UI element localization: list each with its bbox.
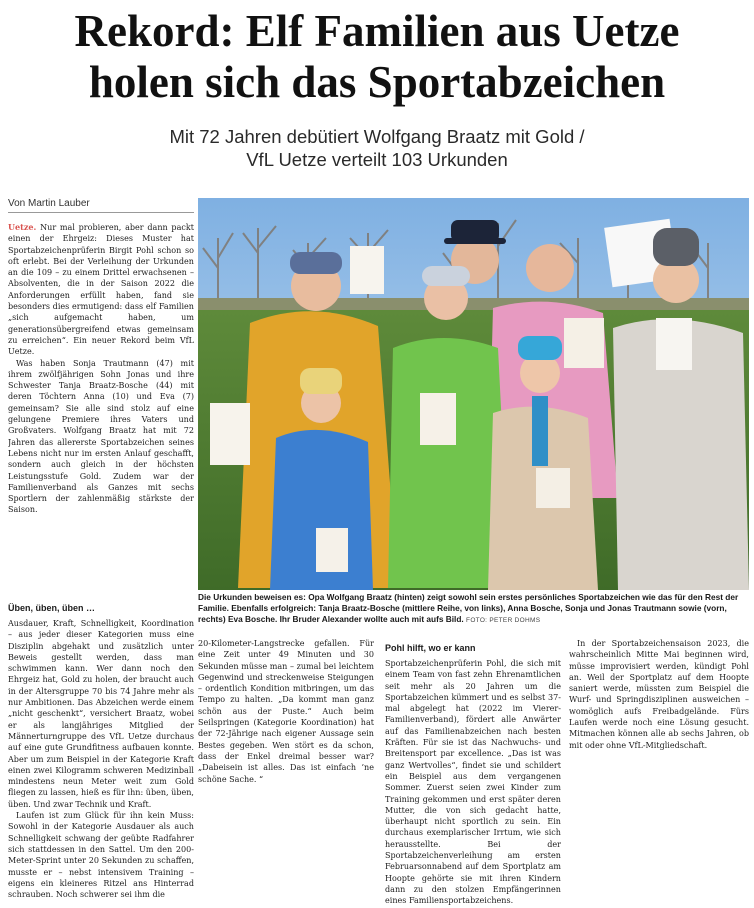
family-photo: [198, 198, 749, 590]
byline: Von Martin Lauber: [8, 198, 194, 213]
article-column-1-bottom: [8, 598, 194, 908]
dateline: Uetze.: [8, 222, 37, 232]
subline-line-2: VfL Uetze verteilt 103 Urkunden: [246, 149, 508, 170]
photo-caption: [198, 592, 749, 626]
paragraph-4-cont: 20-Kilometer-Langstrecke gefallen. Für eine Zeit unter 49 Minuten und 30 Sekunden müsse man – zumal bei leichtem Gegenwind und streckenweise Steigungen – ordentlich Kondition mitbringen, um das Tempo zu halten. „Da kommt man ganz schön aus der Puste.“ Auch beim Seilspringen (Kategorie Koordination) hat der 72-Jährige nach eigener Aussage sein Bestes gegeben. Wen stört es da schon, dass der Enkel dreimal besser war? „Dabeisein ist alles. Das ist einfach ’ne schöne Sache. “: [198, 639, 374, 784]
article-column-1-top: [8, 222, 194, 594]
caption-text: Die Urkunden beweisen es: Opa Wolfgang Braatz (hinten) zeigt sowohl sein erstes persönliches Sportabzeichen wie das für den Rest der Familie. Ebenfalls erfolgreich: Tanja Braatz-Bosche (mittlere Reihe, von links), Anna Bosche, Sonja und Jonas Trautmann sowie (vorn, rechts) Eva Bosche. Ihr Bruder Alexander wollte auch mit aufs Bild.: [198, 592, 739, 624]
paragraph-1-text: Nur mal probieren, aber dann packt einen der Ehrgeiz: Dieses Muster hat Sportabzeichenprüferin Birgit Pohl schon so oft erlebt. Bei der Verleihung der Urkunden an die 109 – zu einem Drittel erwachsenen – Absolventen, die in der Saison 2022 die Anforderungen erfüllt haben, fand sie besonders dies ermutigend: dass elf Familien „sich aufgemacht haben, um generationsübergreifend etwas gemeinsam zu erreichen“. Ein neuer Rekord beim VfL Uetze.: [8, 223, 194, 357]
article-column-2: [198, 638, 374, 908]
paragraph-5: Sportabzeichenprüferin Pohl, die sich mit einem Team von fast zehn Ehrenamtlichen seit mehr als 20 Jahren um die Sportabzeichen kümmert und es selbst 37-mal abgelegt hat (2022 im Vierer-Familienverband), fördert alle Anwärter auf das Familienabzeichen nach besten Kräften. Für sie ist das Nachwuchs- und Breitensport par excellence. „Das ist was ganz Wertvolles“, findet sie und schildert ein Beispiel aus dem vergangenen Sommer. Zuerst seien zwei Kinder zum Training gekommen und erst später deren Mutter, die von sich gedacht hatte, überhaupt nicht sportlich zu sein. Ein durchaus exemplarischer Irrtum, wie sich herausstellte. Bei der Sportabzeichenverleihung am ersten Februarsonnabend auf dem Sportplatz am Hoopte gehörte sie mit ihren Kindern dann zu den stolzen Empfängerinnen eines Familiensportabzeichens.: [385, 659, 561, 906]
article-column-3: [385, 638, 561, 908]
subline-line-1: Mit 72 Jahren debütiert Wolfgang Braatz mit Gold /: [169, 126, 585, 147]
paragraph-2: Was haben Sonja Trautmann (47) mit ihrem zwölfjährigen Sohn Jonas und ihre Schwester Tanja Braatz-Bosche (44) mit deren Töchtern Anna (10) und Eva (7) gemeinsam? Sie alle sind stolz auf eine gelungene Premiere ihres Vaters und Großvaters. Wolfgang Braatz hat mit 72 Jahren das allererste Sportabzeichen seines Lebens nicht nur im ersten Anlauf geschafft, sondern auch gleich in der höchsten Leistungsstufe Gold. Zudem war der Familienverband als Ganzes mit sechs Sportlern der zahlenmäßig stärkste der Saison.: [8, 358, 194, 515]
certificate-8: [316, 528, 348, 572]
photo-credit: FOTO: PETER DOHMS: [466, 617, 541, 624]
subheading-1: Üben, üben, üben …: [8, 603, 95, 613]
subline: [0, 125, 754, 171]
article-column-4: [569, 638, 749, 908]
headline-line-1: Rekord: Elf Familien aus Uetze: [74, 6, 680, 56]
family-photo-illustration: [198, 198, 749, 590]
headline: [0, 6, 754, 108]
certificate-7: [210, 403, 250, 465]
paragraph-6: In der Sportabzeichensaison 2023, die wahrscheinlich Mitte Mai beginnen wird, müsse improvisiert werden, kündigt Pohl an. Weil der Sportplatz auf dem Hoopte saniert werde, müssten zum Beispiel die Wurf- und Springdisziplinen ausweichen – womöglich aufs Freibadgelände. Fürs Laufen werde noch eine Lösung gesucht. Mitmachen können alle ab sechs Jahren, ob mit oder ohne VfL-Mitgliedschaft.: [569, 639, 749, 750]
paragraph-3: Ausdauer, Kraft, Schnelligkeit, Koordination – aus jeder dieser Kategorien muss eine Disziplin abgehakt und zusätzlich unter Beweis gestellt werden, dass man schwimmen kann. Wer dann noch den Ehrgeiz hat, Gold zu holen, der braucht auch in der Altersgruppe 70 bis 74 Jahre mehr als nur Ambitionen. Das Abzeichen werde einem „nicht geschenkt“, versichert Braatz, wobei er als langjähriges Mitglied der Männerturngruppe des VfL Uetze durchaus auf eine gute Grundfitness aufbauen konnte. Aber um zum Beispiel in der Kategorie Kraft einen zwei Kilogramm schweren Medizinball mindestens neun Meter weit zum Gold fliegen zu lassen, hieß es für ihn: üben, üben, üben. Und zwar Technik und Kraft.: [8, 619, 194, 809]
certificate-5: [420, 393, 456, 445]
paragraph-1: [8, 222, 194, 358]
paragraph-4: Laufen ist zum Glück für ihn kein Muss: Sowohl in der Kategorie Ausdauer als auch Schnelligkeit schwang der geübte Radfahrer sich stattdessen in den Sattel. Um den 200-Meter-Sprint unter 20 Sekunden zu schaffen, musste er – nebst intensivem Training – eigens ein kleineres Ritzel ans Hinterrad schrauben. Noch schwerer sei ihm die: [8, 811, 194, 900]
headline-line-2: holen sich das Sportabzeichen: [88, 57, 666, 107]
subheading-2: Pohl hilft, wo er kann: [385, 643, 476, 653]
certificate-3: [656, 318, 692, 370]
certificate-1: [350, 246, 384, 294]
certificate-6: [536, 468, 570, 508]
certificate-4: [564, 318, 604, 368]
